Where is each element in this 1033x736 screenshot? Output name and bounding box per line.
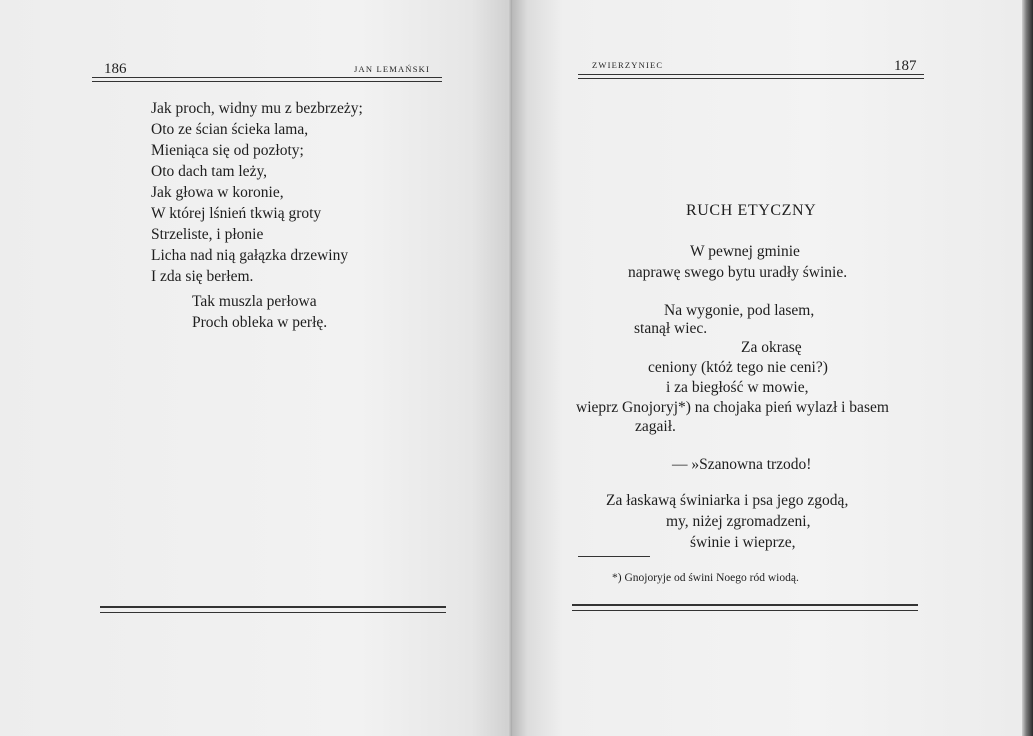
running-head-left: JAN LEMAŃSKI	[354, 64, 431, 74]
verse-line: Tak muszla perłowa	[192, 293, 317, 310]
verse-line: Oto ze ścian ścieka lama,	[151, 121, 309, 138]
verse-line: W pewnej gminie	[690, 243, 800, 260]
page-number-right: 187	[894, 58, 917, 74]
verse-line: W której lśnień tkwią groty	[151, 205, 322, 222]
footnote-separator	[578, 556, 650, 557]
verse-line: zagaił.	[635, 418, 676, 435]
running-head-right: ZWIERZYNIEC	[592, 60, 664, 70]
verse-line: stanął wiec.	[634, 320, 708, 337]
footer-rule-right-2	[572, 610, 918, 611]
header-rule-left-2	[92, 81, 442, 82]
verse-line: Na wygonie, pod lasem,	[664, 302, 815, 319]
verse-line: Oto dach tam leży,	[151, 163, 268, 180]
verse-line: ceniony (któż tego nie ceni?)	[648, 359, 828, 376]
poem-title: RUCH ETYCZNY	[686, 202, 817, 219]
footer-rule-right	[572, 604, 918, 606]
left-page	[0, 0, 512, 736]
stanza-1	[151, 98, 363, 287]
stanza-2	[192, 291, 327, 333]
verse-line: Mieniąca się od pozłoty;	[151, 142, 304, 159]
verse-line: świnie i wieprze,	[690, 534, 796, 551]
verse-line: Jak proch, widny mu z bezbrzeży;	[151, 100, 363, 117]
verse-line: i za biegłość w mowie,	[666, 379, 809, 396]
footnote: *) Gnojoryje od świni Noego ród wiodą.	[612, 572, 799, 584]
verse-line: wieprz Gnojoryj*) na chojaka pień wylazł i basem	[576, 399, 889, 416]
page-number-left: 186	[104, 61, 127, 77]
right-page	[512, 0, 1022, 736]
verse-line: my, niżej zgromadzeni,	[666, 513, 811, 530]
verse-line: Proch obleka w perłę.	[192, 314, 328, 331]
verse-line: I zda się berłem.	[151, 268, 254, 285]
footer-rule-left	[100, 606, 446, 608]
verse-line: Jak głowa w koronie,	[151, 184, 284, 201]
footer-rule-left-2	[100, 612, 446, 613]
verse-line: Strzeliste, i płonie	[151, 226, 264, 243]
verse-line: Za łaskawą świniarka i psa jego zgodą,	[606, 492, 849, 509]
header-rule-right	[578, 74, 924, 75]
header-rule-right-2	[578, 78, 924, 79]
verse-line: — »Szanowna trzodo!	[672, 456, 812, 473]
verse-line: naprawę swego bytu uradły świnie.	[628, 264, 848, 281]
book-edge	[1022, 0, 1033, 736]
verse-line: Za okrasę	[741, 339, 802, 356]
header-rule-left	[92, 77, 442, 78]
verse-line: Licha nad nią gałązka drzewiny	[151, 247, 349, 264]
